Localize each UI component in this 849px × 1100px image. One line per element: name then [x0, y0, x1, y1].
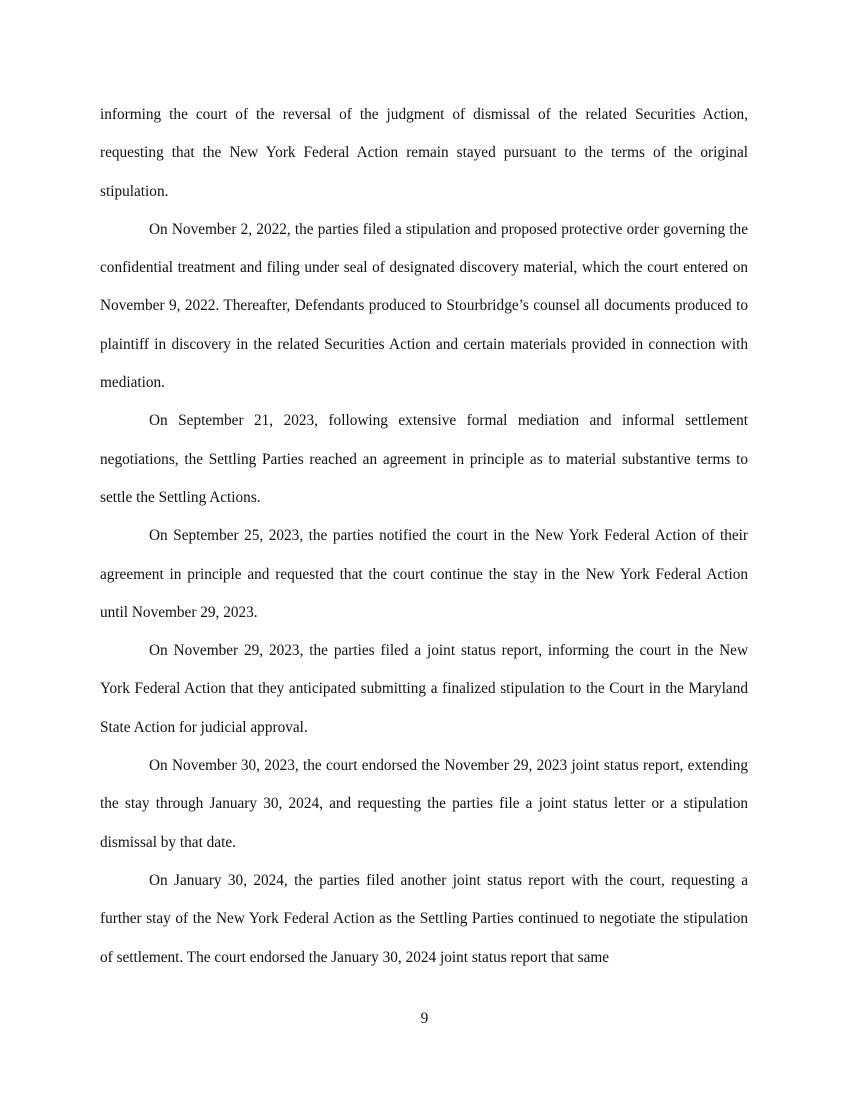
- paragraph-continuation: informing the court of the reversal of the judgment of dismissal of the related Securities Action, requesting that the New York Federal Action remain stayed pursuant to the terms of the original stipulation.: [100, 106, 748, 200]
- paragraph-joint-status-report: On November 29, 2023, the parties filed a joint status report, informing the court in the New York Federal Action that they anticipated submitting a finalized stipulation to the Court in the Maryland State Action for judicial approval.: [100, 642, 748, 736]
- paragraph-protective-order: On November 2, 2022, the parties filed a stipulation and proposed protective order governing the confidential treatment and filing under seal of designated discovery material, which the court entered on November 9, 2022. Thereafter, Defendants produced to Stourbridge’s counsel all documents produced to plaintiff in discovery in the related Securities Action and certain materials provided in connection with mediation.: [100, 220, 748, 392]
- paragraph-further-stay: On January 30, 2024, the parties filed another joint status report with the court, requesting a further stay of the New York Federal Action as the Settling Parties continued to negotiate the stipulation of settlement. The court endorsed the January 30, 2024 joint status report that same: [100, 871, 748, 966]
- paragraph-notice-to-court: On September 25, 2023, the parties notified the court in the New York Federal Action of their agreement in principle and requested that the court continue the stay in the New York Federal Action until November 29, 2023.: [100, 527, 748, 621]
- paragraph-court-endorsement: On November 30, 2023, the court endorsed the November 29, 2023 joint status report, extending the stay through January 30, 2024, and requesting the parties file a joint status letter or a stipulation dismissal by that date.: [100, 757, 748, 851]
- document-body: [100, 96, 748, 977]
- page-number: 9: [420, 1010, 429, 1027]
- paragraph-agreement-in-principle: On September 21, 2023, following extensive formal mediation and informal settlement negotiations, the Settling Parties reached an agreement in principle as to material substantive terms to settle the Settling Actions.: [100, 412, 748, 506]
